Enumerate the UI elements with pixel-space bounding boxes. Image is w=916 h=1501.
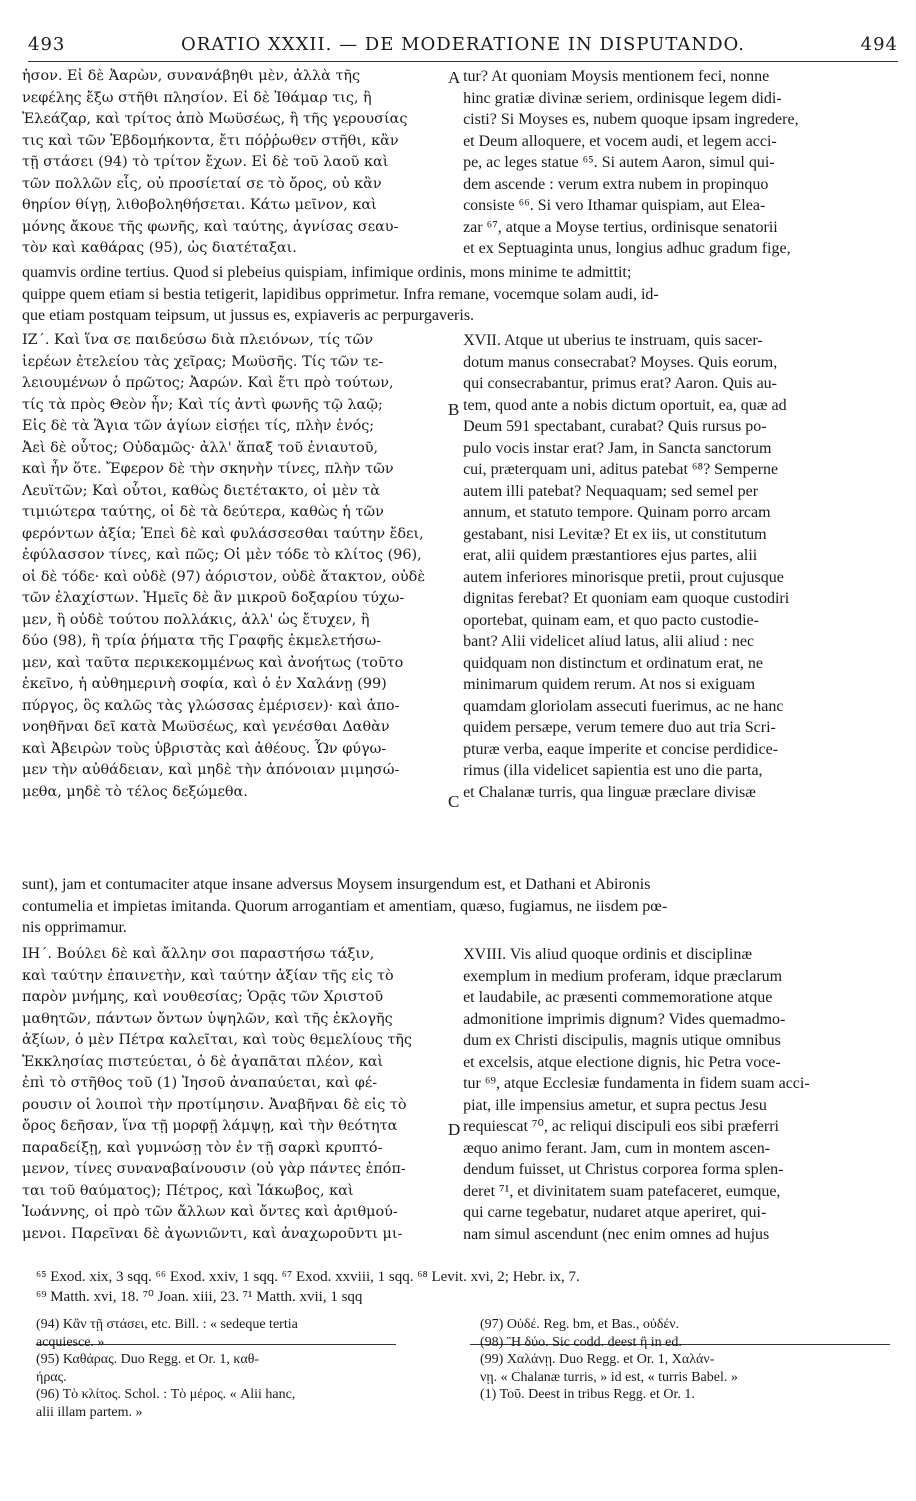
footnotes-right: [480, 1316, 900, 1404]
greek-line: ἐκεῖνο, ἡ αὐθημερινὴ σοφία, καὶ ὁ ἐν Χαλάνῃ (99): [22, 676, 387, 692]
latin-line: quippe quem etiam si bestia tetigerit, lapidibus opprimetur. Infra remane, vocemque solam audi, id-: [22, 285, 659, 303]
parallel-block-1: [22, 66, 904, 260]
greek-line: ΙΗ΄. Βούλει δὲ καὶ ἄλλην σοι παραστήσω τάξιν,: [22, 946, 375, 962]
margin-marker-c: C: [448, 792, 460, 811]
latin-line: quamdam gloriolam assecuti fuerimus, ac ne hanc: [463, 697, 784, 715]
latin-line: pe, ac leges statue ⁶⁵. Si autem Aaron, simul qui-: [463, 154, 775, 171]
latin-line: nam simul ascendunt (nec enim omnes ad hujus: [463, 1225, 770, 1243]
latin-line: dum ex Christi discipulis, magnis utique omnibus: [463, 1032, 781, 1049]
greek-line: ται τοῦ θαύματος); Πέτρος, καὶ Ἰάκωβος, καὶ: [22, 1182, 354, 1199]
latin-line: dignitas ferebat? Et quoniam eam quoque custodiri: [463, 590, 790, 607]
greek-line: μαθητῶν, πάντων ὄντων ὑψηλῶν, καὶ τῆς ἐκλογῆς: [22, 1010, 393, 1027]
greek-column-1: [22, 66, 449, 260]
greek-line: παρὸν μνήμης, καὶ νουθεσίας; Ὁρᾷς τῶν Χριστοῦ: [22, 989, 384, 1005]
greek-line: παραδείξῃ, καὶ γυμνώσῃ τὸν ἐν τῇ σαρκὶ κρυπτό-: [22, 1139, 383, 1156]
greek-line: Ἐκκλησίας πιστεύεται, ὁ δὲ ἀγαπᾶται πλέον, καὶ: [22, 1053, 384, 1070]
greek-line: δύο (98), ἢ τρία ῥήματα τῆς Γραφῆς ἐκμελετήσω-: [22, 633, 382, 649]
greek-column-3: [22, 944, 449, 1245]
footnotes-left: [36, 1316, 426, 1421]
greek-line: λειουμένων ὁ πρῶτος; Ἀαρών. Καὶ ἔτι πρὸ τούτων,: [22, 375, 394, 391]
latin-line: dendum fuisset, ut Christus corporea forma splen-: [463, 1161, 784, 1178]
latin-line: dotum manus consecrabat? Moyses. Quis eorum,: [463, 353, 778, 371]
greek-line: τιμιώτερα ταύτης, οἱ δὲ τὰ δεύτερα, καθὼς ἡ τῶν: [22, 504, 384, 520]
latin-line: minimarum quidem rerum. At nos si exiguam: [463, 676, 756, 693]
footnote-line: (97) Οὐδέ. Reg. bm, et Bas., οὐδέν.: [480, 1317, 680, 1332]
footnote-line: ήρας.: [36, 1369, 67, 1385]
latin-fullwidth-1: [22, 262, 904, 327]
greek-line: πύργος, ὃς καλῶς τὰς γλώσσας ἐμέρισεν)· καὶ ἀπο-: [22, 697, 400, 714]
greek-line: μεν τὴν αὐθάδειαν, καὶ μηδὲ τὴν ἀπόνοιαν μιμησώ-: [22, 762, 400, 778]
footnote-line: alii illam partem. »: [36, 1404, 143, 1420]
latin-line: contumelia et impietas imitanda. Quorum arrogantiam et amentiam, quæso, fugiamus, ne iisdem pœ-: [22, 897, 668, 915]
latin-column-2: [463, 330, 904, 803]
greek-column-2: [22, 330, 449, 803]
latin-line: piat, ille impensius ametur, et supra pectus Jesu: [463, 1096, 767, 1114]
latin-line: tem, quod ante a nobis dictum oportuit, ea, quæ ad: [463, 396, 787, 414]
greek-line: τῇ στάσει (94) τὸ τρίτον ἔχων. Εἰ δὲ τοῦ λαοῦ καὶ: [22, 154, 389, 170]
margin-marker-a: A: [448, 68, 461, 87]
greek-line: ὄρος δεῆσαν, ἵνα τῇ μορφῇ λάμψῃ, καὶ τὴν θεότητα: [22, 1118, 398, 1134]
latin-line: autem inferiores minorisque pretii, prout cujusque: [463, 568, 784, 586]
latin-line: et ex Septuaginta unus, longius adhuc gradum fige,: [463, 240, 791, 257]
latin-line: pulo vocis instar erat? Jam, in Sancta sanctorum: [463, 439, 772, 457]
greek-line: Εἰς δὲ τὰ Ἅγια τῶν ἁγίων εἰσῄει τίς, πλὴν ἑνός;: [22, 418, 375, 434]
scripture-refs-line-1: ⁶⁵ Exod. xix, 3 sqq. ⁶⁶ Exod. xxiv, 1 sqq. ⁶⁷ Exod. xxviii, 1 sqq. ⁶⁸ Levit. xvi, 2; Hebr. ix, 7.: [36, 1269, 580, 1285]
latin-line: autem illi patebat? Nequaquam; sed semel per: [463, 482, 759, 500]
greek-line: Λευϊτῶν; Καὶ οὗτοι, καθὼς διετέτακτο, οἱ μὲν τὰ: [22, 482, 380, 499]
greek-line: οἱ δὲ τόδε· καὶ οὐδὲ (97) ἀόριστον, οὐδὲ ἄτακτον, οὐδὲ: [22, 568, 426, 585]
greek-line: μόνης ἄκουε τῆς φωνῆς, καὶ ταύτης, ἁγνίσας σεαυ-: [22, 218, 399, 235]
latin-line: et excelsis, atque electione dignis, hic Petra voce-: [463, 1053, 781, 1071]
footnote-line: (1) Τοῦ. Deest in tribus Regg. et Or. 1.: [480, 1387, 695, 1402]
greek-line: νοηθῆναι δεῖ κατὰ Μωϋσέως, καὶ γενέσθαι Δαθὰν: [22, 719, 390, 735]
greek-line: μενον, τίνες συναναβαίνουσιν (οὐ γὰρ πάντες ἐπόπ-: [22, 1161, 406, 1177]
latin-line: quamvis ordine tertius. Quod si plebeius quispiam, infimique ordinis, mons minime te admittit;: [22, 264, 632, 281]
greek-line: ρουσιν οἱ λοιποὶ τὴν προτίμησιν. Ἀναβῆναι δὲ εἰς τὸ: [22, 1096, 407, 1113]
latin-line: tur ⁶⁹, atque Ecclesiæ fundamenta in fidem suam acci-: [463, 1075, 810, 1092]
latin-line: æquo animo ferant. Jam, cum in montem ascen-: [463, 1139, 771, 1157]
page-number-right: 494: [860, 34, 898, 55]
latin-column-1: [463, 66, 904, 260]
latin-line: XVII. Atque ut uberius te instruam, quis sacer-: [463, 332, 763, 349]
latin-line: cisti? Si Moyses es, nubem quoque ipsam ingredere,: [463, 111, 799, 128]
latin-line: que etiam postquam teipsum, ut jussus es, expiaveris ac perpurgaveris.: [22, 307, 475, 324]
latin-line: bant? Alii videlicet aliud latus, alii aliud : nec: [463, 633, 755, 650]
latin-line: qui consecrabantur, primus erat? Aaron. Quis au-: [463, 375, 777, 392]
greek-line: μενοι. Παρεῖναι δὲ ἀγωνιῶντι, καὶ ἀναχωροῦντι μι-: [22, 1225, 403, 1242]
greek-line: Ἀεὶ δὲ οὗτος; Οὐδαμῶς· ἀλλ' ἅπαξ τοῦ ἐνιαυτοῦ,: [22, 439, 379, 456]
latin-line: exemplum in medium proferam, idque præclarum: [463, 967, 783, 985]
latin-line: tur? At quoniam Moysis mentionem feci, nonne: [463, 68, 770, 85]
greek-line: ἡσον. Εἰ δὲ Ἀαρὼν, συνανάβηθι μὲν, ἀλλὰ τῆς: [22, 68, 361, 84]
greek-line: τῶν ἐλαχίστων. Ἡμεῖς δὲ ἂν μικροῦ δοξαρίου τύχω-: [22, 590, 405, 606]
greek-line: ἱερέων ἐτελείου τὰς χεῖρας; Μωϋσῆς. Τίς τῶν τε-: [22, 353, 384, 370]
latin-line: dem ascende : verum extra nubem in propinquo: [463, 175, 769, 193]
footnote-line: acquiesce. »: [36, 1334, 105, 1350]
page-number-left: 493: [28, 34, 66, 55]
greek-line: καὶ ταύτην ἐπαινετὴν, καὶ ταύτην ἀξίαν τῆς εἰς τὸ: [22, 967, 394, 984]
latin-line: quidquam non distinctum et ordinatum erat, ne: [463, 654, 764, 672]
latin-line: deret ⁷¹, et divinitatem suam patefaceret, eumque,: [463, 1182, 781, 1200]
latin-line: cui, præterquam uni, aditus patebat ⁶⁸? Semperne: [463, 461, 779, 478]
greek-line: μεθα, μηδὲ τὸ τέλος δεξώμεθα.: [22, 783, 248, 800]
greek-line: καὶ ἦν ὅτε. Ἔφερον δὲ τὴν σκηνὴν τίνες, πλὴν τῶν: [22, 461, 394, 477]
footnote-line: (96) Τὸ κλίτος. Schol. : Τὸ μέρος. « Alii hanc,: [36, 1387, 296, 1402]
greek-line: τίς τὰ πρὸς Θεὸν ἦν; Καὶ τίς ἀντὶ φωνῆς τῷ λαῷ;: [22, 396, 383, 413]
latin-line: hinc gratiæ divinæ seriem, ordinisque legem didi-: [463, 89, 782, 107]
footnote-line: (98) Ἢ δύο. Sic codd. deest ἢ in ed.: [480, 1334, 682, 1350]
latin-line: oportebat, quinam eam, et quo pacto custodie-: [463, 611, 759, 629]
scripture-refs-line-2: ⁶⁹ Matth. xvi, 18. ⁷⁰ Joan. xiii, 23. ⁷¹ Matth. xvii, 1 sqq: [36, 1289, 363, 1305]
greek-line: τις καὶ τῶν Ἑβδομήκοντα, ἔτι πόῤῥωθεν στῆθι, κἂν: [22, 132, 399, 149]
latin-line: gestabant, nisi Levitæ? Et ex iis, ut constitutum: [463, 525, 767, 543]
footnote-line: (94) Κἂν τῇ στάσει, etc. Bill. : « sedeque tertia: [36, 1317, 298, 1332]
latin-line: rimus (illa videlicet sapientia est uno die parta,: [463, 762, 763, 779]
latin-line: qui carne tegebatur, nudaret atque aperiret, qui-: [463, 1204, 767, 1221]
latin-line: annum, et statuto tempore. Quinam porro arcam: [463, 504, 771, 521]
latin-line: XVIII. Vis aliud quoque ordinis et disciplinæ: [463, 946, 753, 963]
running-title: ORATIO XXXII. — DE MODERATIONE IN DISPUTANDO.: [181, 34, 745, 55]
greek-line: νεφέλης ἔξω στῆθι πλησίον. Εἰ δὲ Ἰθάμαρ τις, ἢ: [22, 89, 372, 106]
margin-marker-b: B: [448, 400, 460, 419]
footnote-line: (95) Καθάρας. Duo Regg. et Or. 1, καθ-: [36, 1352, 260, 1367]
latin-line: erat, alii quidem præstantiores ejus partes, alii: [463, 547, 758, 564]
greek-line: τὸν καὶ καθάρας (95), ὡς διατέταξαι.: [22, 240, 297, 256]
greek-line: Ἰωάννης, οἱ πρὸ τῶν ἄλλων καὶ ὄντες καὶ ἀριθμού-: [22, 1204, 398, 1220]
greek-line: μεν, καὶ ταῦτα περικεκομμένως καὶ ἀνοήτως (τοῦτο: [22, 654, 404, 671]
running-header: [28, 34, 898, 60]
header-rule: [28, 61, 898, 62]
latin-line: sunt), jam et contumaciter atque insane adversus Moysem insurgendum est, et Dathani et Abironis: [22, 876, 651, 893]
latin-line: et Chalanæ turris, qua linguæ præclare divisæ: [463, 783, 756, 801]
parallel-block-2: [22, 330, 904, 803]
footnote-line: νῃ. « Chalanæ turris, » id est, « turris Babel. »: [480, 1369, 738, 1385]
greek-line: τῶν πολλῶν εἷς, οὐ προσίεταί σε τὸ ὄρος, οὐ κἂν: [22, 175, 382, 192]
greek-line: ἐπὶ τὸ στῆθος τοῦ (1) Ἰησοῦ ἀναπαύεται, καὶ φέ-: [22, 1075, 378, 1091]
latin-line: pturæ verba, eaque imperite et concise perdidice-: [463, 740, 779, 758]
latin-column-3: [463, 944, 904, 1245]
latin-line: et Deum alloquere, et vocem audi, et legem acci-: [463, 132, 777, 150]
latin-line: et laudabile, ac præsenti commemoratione atque: [463, 989, 773, 1006]
greek-line: ἐφύλασσον τίνες, καὶ πῶς; Οἱ μὲν τόδε τὸ κλίτος (96),: [22, 547, 422, 563]
latin-line: consiste ⁶⁶. Si vero Ithamar quispiam, aut Elea-: [463, 197, 766, 214]
footnote-line: (99) Χαλάνῃ. Duo Regg. et Or. 1, Χαλάν-: [480, 1352, 715, 1367]
latin-line: admonitione imprimis dignum? Vides quemadmo-: [463, 1010, 786, 1028]
latin-line: quidem persæpe, verum temere duo aut tria Scri-: [463, 719, 776, 736]
greek-line: μεν, ἢ οὐδὲ τούτου πολλάκις, ἀλλ' ὡς ἔτυχεν, ἢ: [22, 611, 370, 628]
greek-line: φερόντων ἀξία; Ἐπεὶ δὲ καὶ φυλάσσεσθαι ταύτην ἔδει,: [22, 525, 424, 542]
greek-line: ΙΖ΄. Καὶ ἵνα σε παιδεύσω διὰ πλειόνων, τίς τῶν: [22, 332, 374, 348]
latin-line: zar ⁶⁷, atque a Moyse tertius, ordinisque senatorii: [463, 218, 778, 236]
latin-line: Deum 591 spectabant, curabat? Quis rursus po-: [463, 418, 767, 435]
greek-line: Ἐλεάζαρ, καὶ τρίτος ἀπὸ Μωϋσέως, ἢ τῆς γερουσίας: [22, 111, 408, 127]
margin-marker-d: D: [448, 1120, 461, 1139]
greek-line: καὶ Ἀβειρὼν τοὺς ὑβριστὰς καὶ ἀθέους. Ὧν φύγω-: [22, 740, 387, 757]
latin-fullwidth-2: [22, 874, 904, 939]
latin-line: nis opprimamur.: [22, 919, 127, 936]
greek-line: θηρίον θίγῃ, λιθοβοληθήσεται. Κάτω μεῖνον, καὶ: [22, 197, 377, 213]
latin-line: requiescat ⁷⁰, ac reliqui discipuli eos sibi præferri: [463, 1118, 779, 1135]
parallel-block-3: [22, 944, 904, 1245]
greek-line: ἀξίων, ὁ μὲν Πέτρα καλεῖται, καὶ τοὺς θεμελίους τῆς: [22, 1032, 412, 1048]
